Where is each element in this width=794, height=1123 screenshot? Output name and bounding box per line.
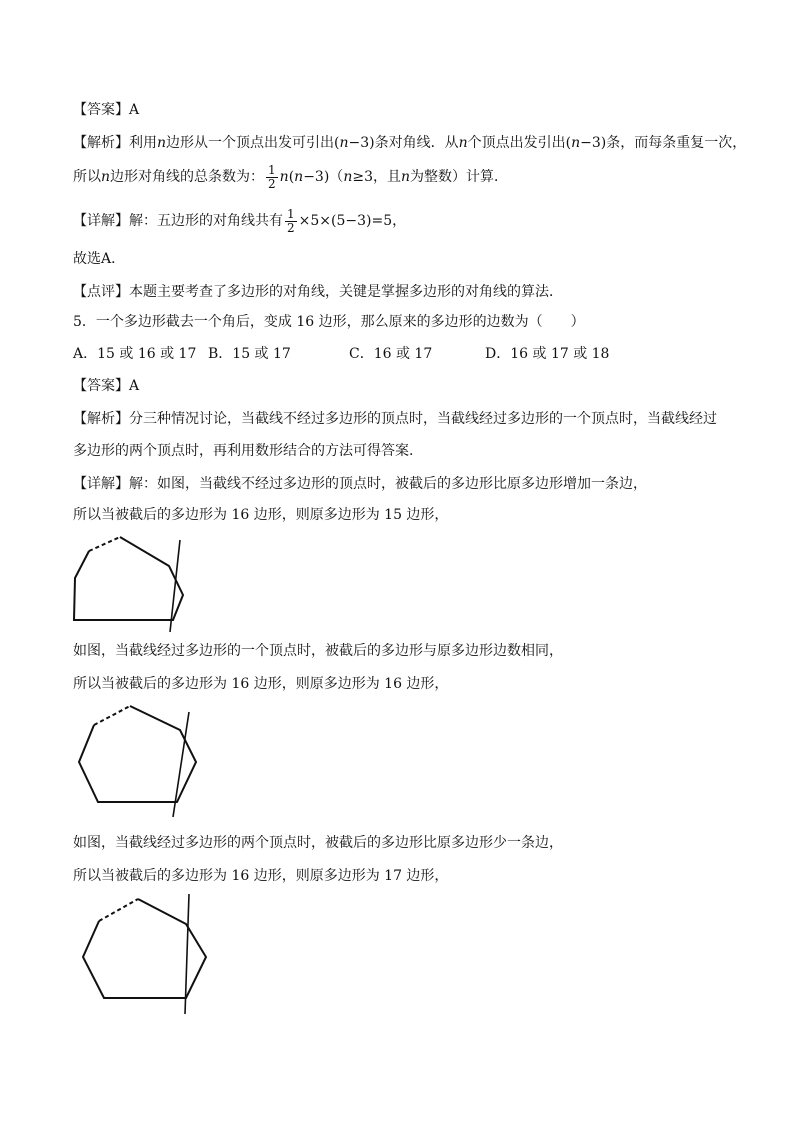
q5-answer-line	[73, 376, 139, 396]
answer-value: A	[129, 378, 140, 394]
detail-tag: 【详解】	[73, 476, 129, 492]
var-n: n	[157, 135, 167, 151]
text: 条，而每条重复一次，	[606, 135, 747, 151]
q5-analysis-line-2: 多边形的两个顶点时，再利用数形结合的方法可得答案.	[73, 443, 414, 459]
var-n: n	[458, 135, 468, 151]
var-n: n	[400, 169, 411, 185]
case1-conclusion: 所以当被截后的多边形为 16 边形，则原多边形为 15 边形，	[73, 507, 449, 523]
text: 利用	[129, 135, 157, 151]
detail-tag: 【详解】	[73, 213, 129, 229]
dashed-edge	[89, 537, 120, 551]
case2-conclusion: 所以当被截后的多边形为 16 边形，则原多边形为 16 边形，	[73, 676, 449, 692]
text: −3)	[580, 135, 607, 151]
var-n: n	[571, 135, 581, 151]
text: ×5×(5−3)=5，	[298, 213, 407, 229]
text: 分三种情况讨论，当截线不经过多边形的顶点时，当截线经过多边形的一个顶点时，当截线经过	[129, 411, 717, 427]
dashed-edge	[94, 706, 130, 725]
fraction-half	[266, 164, 278, 191]
answer-line	[73, 100, 139, 120]
question-stem: 5．一个多边形截去一个角后，变成 16 边形，那么原来的多边形的边数为（ ）	[73, 314, 585, 330]
comment-tag: 【点评】	[73, 284, 129, 300]
fraction-half	[285, 208, 297, 235]
option-a: A．15 或 16 或 17	[73, 346, 197, 362]
dashed-edge	[99, 899, 138, 921]
text: 为整数）计算．	[410, 169, 509, 185]
var-n: n	[343, 169, 353, 185]
answer-value: A	[129, 102, 140, 118]
figure-case-2	[65, 700, 210, 820]
figure-case-3	[70, 890, 215, 1018]
text: ≥3，且	[352, 169, 401, 185]
text: (	[288, 169, 295, 185]
text: 所以	[73, 169, 101, 185]
analysis-line-2	[73, 162, 508, 192]
text: 个顶点出发引出(	[467, 135, 572, 151]
frac-den: 2	[268, 176, 276, 191]
text: 边形从一个顶点出发可引出(	[166, 135, 340, 151]
text: −3)（	[303, 169, 344, 185]
figure-case-1	[60, 530, 200, 635]
text: 边形对角线的总条数为：	[110, 169, 265, 185]
text: 解：如图，当截线不经过多边形的顶点时，被截后的多边形比原多边形增加一条边，	[129, 476, 647, 492]
q5-analysis-line-1	[73, 409, 717, 429]
var-n: n	[339, 135, 349, 151]
analysis-tag: 【解析】	[73, 135, 129, 151]
text: −3)	[348, 135, 375, 151]
case3-conclusion: 所以当被截后的多边形为 16 边形，则原多边形为 17 边形，	[73, 868, 449, 884]
option-b: B．15 或 17	[208, 346, 291, 362]
option-c: C．16 或 17	[349, 346, 433, 362]
frac-num: 1	[287, 206, 295, 221]
analysis-line-1	[73, 133, 746, 153]
frac-den: 2	[287, 220, 295, 235]
q5-detail-line-1	[73, 474, 647, 494]
analysis-tag: 【解析】	[73, 411, 129, 427]
option-d: D．16 或 17 或 18	[485, 346, 610, 362]
var-n: n	[101, 169, 111, 185]
var-n: n	[279, 169, 289, 185]
comment-line	[73, 282, 563, 302]
answer-tag: 【答案】	[73, 102, 129, 118]
choose-line: 故选A．	[73, 251, 126, 267]
detail-line	[73, 206, 406, 236]
text: 条对角线．从	[374, 135, 459, 151]
frac-num: 1	[268, 162, 276, 177]
polygon-outline	[79, 706, 196, 802]
case2-line-1: 如图，当截线经过多边形的一个顶点时，被截后的多边形与原多边形边数相同，	[73, 643, 563, 659]
var-n: n	[294, 169, 304, 185]
answer-tag: 【答案】	[73, 378, 129, 394]
text: 解：五边形的对角线共有	[129, 213, 283, 229]
comment-text: 本题主要考查了多边形的对角线，关键是掌握多边形的对角线的算法．	[129, 284, 563, 300]
case3-line-1: 如图，当截线经过多边形的两个顶点时，被截后的多边形比原多边形少一条边，	[73, 835, 563, 851]
